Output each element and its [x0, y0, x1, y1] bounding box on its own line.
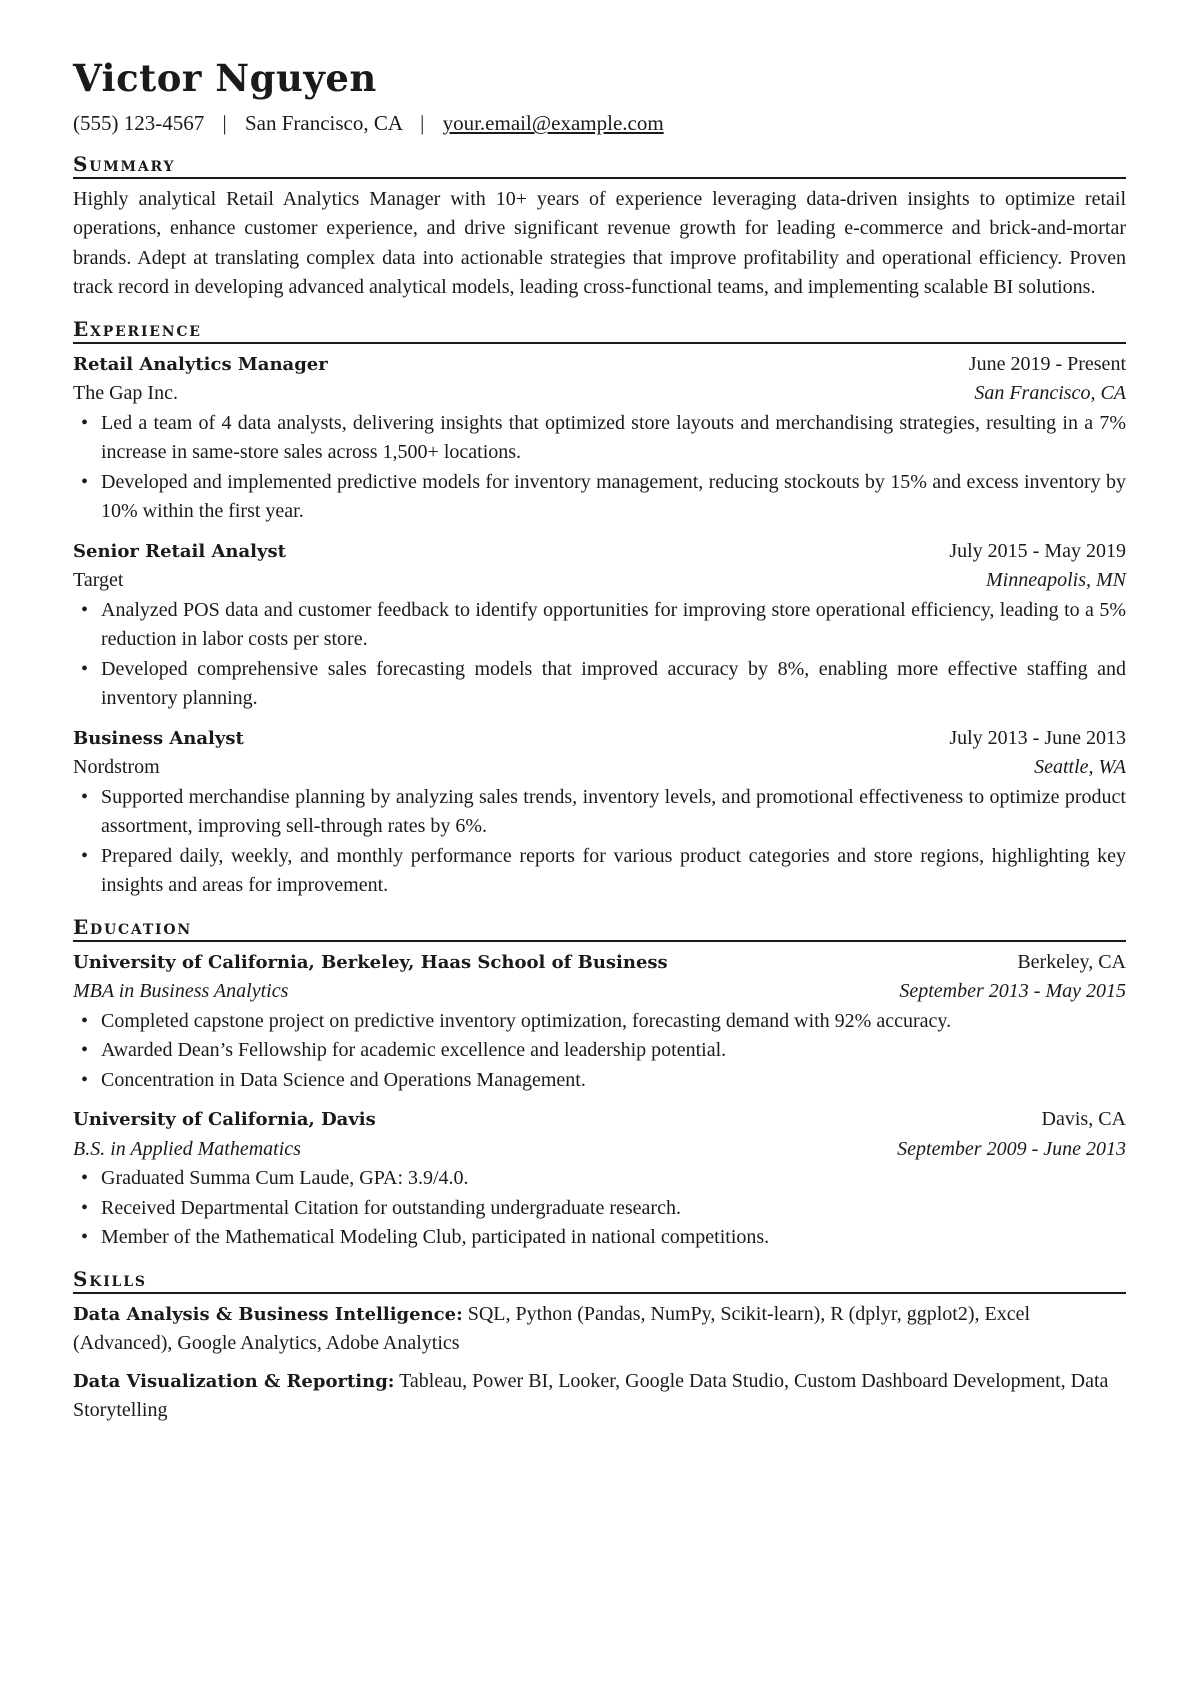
entry-subheader-row	[73, 566, 1126, 596]
company-name: The Gap Inc.	[73, 382, 178, 405]
bullet-item: • Prepared daily, weekly, and monthly performance reports for various product categories and store regions, highlighting key insights and areas for improvement.	[73, 842, 1126, 901]
education-section	[73, 915, 1126, 1253]
education-entry	[73, 1105, 1126, 1253]
job-title: Senior Retail Analyst	[73, 540, 286, 562]
bullet-item: • Graduated Summa Cum Laude, GPA: 3.9/4.0.	[73, 1164, 1126, 1194]
degree: MBA in Business Analytics	[73, 980, 289, 1003]
entry-header-row	[73, 1105, 1126, 1135]
job-title: Business Analyst	[73, 727, 244, 749]
experience-entry	[73, 724, 1126, 901]
bullet-item: • Developed and implemented predictive models for inventory management, reducing stockouts by 15% and excess inventory by 10% within the first year.	[73, 468, 1126, 527]
job-dates: July 2015 - May 2019	[949, 539, 1126, 562]
job-dates: July 2013 - June 2013	[949, 726, 1126, 749]
experience-list	[73, 350, 1126, 901]
experience-section	[73, 317, 1126, 901]
bullet-item: • Awarded Dean’s Fellowship for academic excellence and leadership potential.	[73, 1036, 1126, 1066]
bullet-item: • Received Departmental Citation for outstanding undergraduate research.	[73, 1194, 1126, 1224]
entry-subheader-row	[73, 753, 1126, 783]
email-link[interactable]: your.email@example.com	[442, 111, 664, 136]
entry-header-row	[73, 724, 1126, 754]
bullet-item: • Member of the Mathematical Modeling Club, participated in national competitions.	[73, 1223, 1126, 1253]
job-location: Seattle, WA	[1034, 756, 1126, 779]
bullet-list	[73, 783, 1126, 901]
education-dates: September 2009 - June 2013	[897, 1137, 1126, 1160]
bullet-item: • Analyzed POS data and customer feedback to identify opportunities for improving store operational efficiency, leading to a 5% reduction in labor costs per store.	[73, 596, 1126, 655]
job-title: Retail Analytics Manager	[73, 353, 328, 375]
experience-entry	[73, 350, 1126, 527]
bullet-list	[73, 1164, 1126, 1253]
phone-number: (555) 123-4567	[73, 111, 205, 136]
degree: B.S. in Applied Mathematics	[73, 1137, 301, 1160]
experience-entry	[73, 537, 1126, 714]
skill-values: SQL, Python (Pandas, NumPy, Scikit-learn), R (dplyr, ggplot2), Excel (Advanced), Google Analytics, Adobe Analytics	[73, 1302, 1031, 1355]
location: San Francisco, CA	[244, 111, 402, 136]
school-location: Davis, CA	[1041, 1108, 1126, 1131]
education-heading: Education	[73, 915, 1126, 942]
contact-separator: |	[420, 111, 425, 136]
entry-header-row	[73, 350, 1126, 380]
bullet-item: • Concentration in Data Science and Operations Management.	[73, 1066, 1126, 1096]
entry-header-row	[73, 948, 1126, 978]
school-name: University of California, Davis	[73, 1109, 376, 1131]
skills-heading: Skills	[73, 1267, 1126, 1294]
school-location: Berkeley, CA	[1017, 950, 1126, 973]
education-entry	[73, 948, 1126, 1096]
bullet-item: • Developed comprehensive sales forecasting models that improved accuracy by 8%, enabling more effective staffing and inventory planning.	[73, 655, 1126, 714]
skills-section	[73, 1267, 1126, 1426]
contact-separator: |	[222, 111, 227, 136]
education-list	[73, 948, 1126, 1253]
skill-row	[73, 1367, 1126, 1426]
education-dates: September 2013 - May 2015	[899, 980, 1126, 1003]
summary-section	[73, 152, 1126, 303]
job-location: San Francisco, CA	[974, 382, 1126, 405]
bullet-list	[73, 596, 1126, 714]
bullet-item: • Supported merchandise planning by analyzing sales trends, inventory levels, and promotional effectiveness to optimize product assortment, improving sell-through rates by 6%.	[73, 783, 1126, 842]
skills-list	[73, 1300, 1126, 1426]
summary-text: Highly analytical Retail Analytics Manager with 10+ years of experience leveraging data-driven insights to optimize retail operations, enhance customer experience, and drive significant revenue growth for leading e-commerce and brick-and-mortar brands. Adept at translating complex data into actionable strategies that improve profitability and operational efficiency. Proven track record in developing advanced analytical models, leading cross-functional teams, and implementing scalable BI solutions.	[73, 187, 1126, 299]
company-name: Nordstrom	[73, 756, 160, 779]
skill-category: Data Visualization & Reporting:	[73, 1370, 395, 1392]
skill-row	[73, 1300, 1126, 1359]
job-dates: June 2019 - Present	[968, 352, 1126, 375]
bullet-item: • Completed capstone project on predictive inventory optimization, forecasting demand with 92% accuracy.	[73, 1007, 1126, 1037]
skill-category: Data Analysis & Business Intelligence:	[73, 1303, 463, 1325]
entry-header-row	[73, 537, 1126, 567]
bullet-list	[73, 1007, 1126, 1096]
entry-subheader-row	[73, 977, 1126, 1007]
company-name: Target	[73, 569, 124, 592]
entry-subheader-row	[73, 379, 1126, 409]
bullet-item: • Led a team of 4 data analysts, delivering insights that optimized store layouts and merchandising strategies, resulting in a 7% increase in same-store sales across 1,500+ locations.	[73, 409, 1126, 468]
skill-values: Tableau, Power BI, Looker, Google Data Studio, Custom Dashboard Development, Data Storytelling	[73, 1369, 1109, 1422]
resume-page	[73, 56, 1126, 1434]
candidate-name: Victor Nguyen	[73, 56, 377, 100]
bullet-list	[73, 409, 1126, 527]
contact-line	[73, 110, 1126, 137]
school-name: University of California, Berkeley, Haas School of Business	[73, 951, 668, 973]
summary-heading: Summary	[73, 152, 1126, 179]
entry-subheader-row	[73, 1135, 1126, 1165]
job-location: Minneapolis, MN	[986, 569, 1126, 592]
experience-heading: Experience	[73, 317, 1126, 344]
